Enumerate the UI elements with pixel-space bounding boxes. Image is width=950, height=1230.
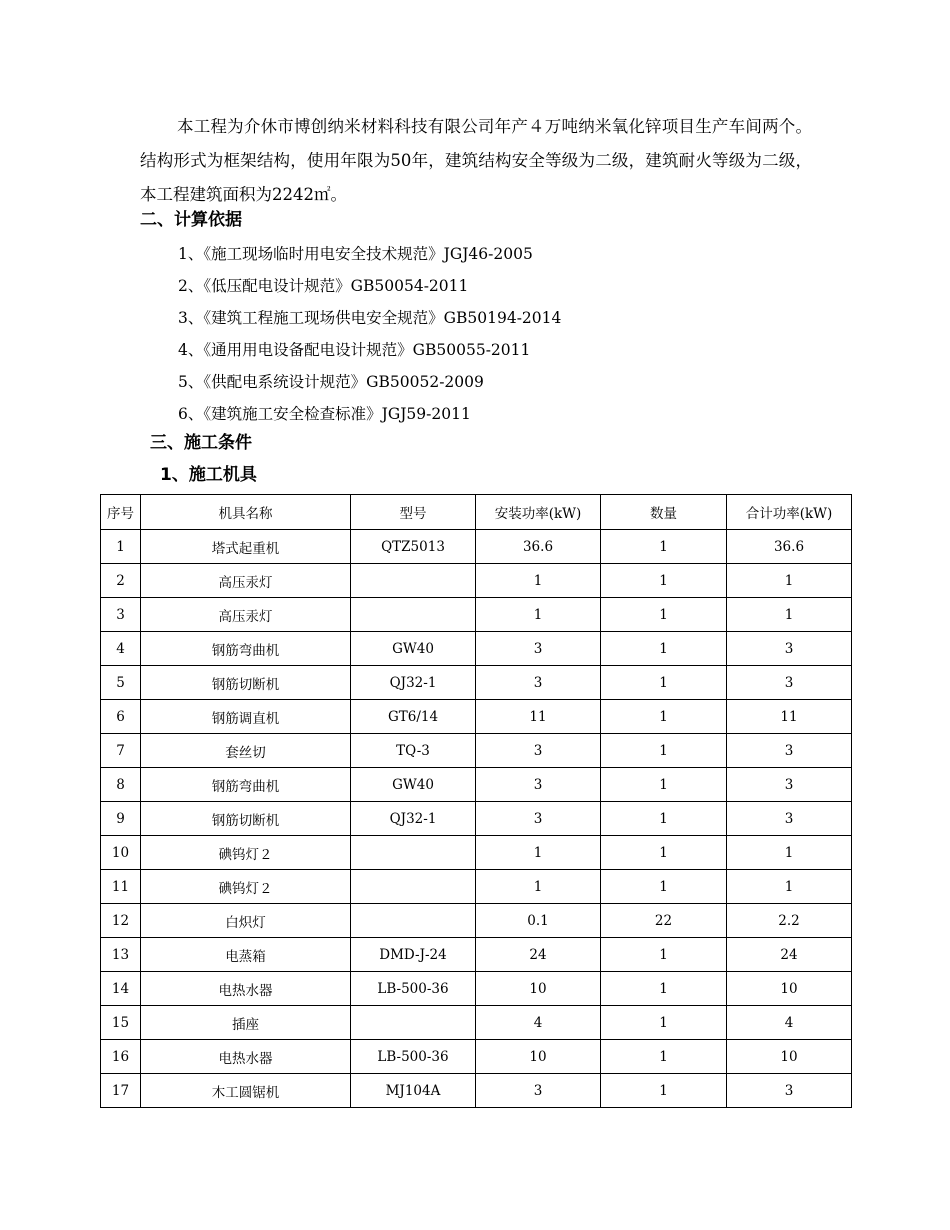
table-header-row — [101, 495, 852, 530]
cell-model — [351, 904, 476, 938]
cell-quantity: 1 — [601, 802, 727, 836]
table-row — [101, 802, 852, 836]
cell-quantity: 1 — [601, 632, 727, 666]
cell-model — [351, 564, 476, 598]
cell-total-power: 4 — [727, 1006, 852, 1040]
cell-name: 插座 — [141, 1006, 351, 1040]
cell-total-power: 3 — [727, 768, 852, 802]
cell-power: 0.1 — [476, 904, 601, 938]
equipment-table — [100, 494, 852, 1108]
cell-model: TQ-3 — [351, 734, 476, 768]
cell-name: 碘钨灯２ — [141, 870, 351, 904]
cell-index: 3 — [101, 598, 141, 632]
cell-model: QJ32-1 — [351, 802, 476, 836]
cell-power: 3 — [476, 768, 601, 802]
table-row — [101, 1074, 852, 1108]
cell-index: 1 — [101, 530, 141, 564]
cell-quantity: 22 — [601, 904, 727, 938]
cell-model: DMD-J-24 — [351, 938, 476, 972]
cell-model: GT6/14 — [351, 700, 476, 734]
column-header-quantity: 数量 — [601, 495, 727, 530]
section-heading-construction-conditions: 三、施工条件 — [150, 433, 252, 453]
cell-index: 4 — [101, 632, 141, 666]
cell-total-power: 1 — [727, 564, 852, 598]
cell-index: 9 — [101, 802, 141, 836]
cell-name: 钢筋弯曲机 — [141, 632, 351, 666]
cell-model: GW40 — [351, 768, 476, 802]
cell-power: 3 — [476, 666, 601, 700]
intro-paragraph: 本工程为介休市博创纳米材料科技有限公司年产４万吨纳米氧化锌项目生产车间两个。结构形式为框架结构，使用年限为50年，建筑结构安全等级为二级，建筑耐火等级为二级，本工程建筑面积为2242㎡。 — [140, 117, 812, 204]
cell-model: LB-500-36 — [351, 1040, 476, 1074]
table-row — [101, 972, 852, 1006]
cell-quantity: 1 — [601, 1074, 727, 1108]
cell-index: 16 — [101, 1040, 141, 1074]
reference-item: 1、《施工现场临时用电安全技术规范》JGJ46-2005 — [178, 245, 533, 263]
cell-power: 36.6 — [476, 530, 601, 564]
table-row — [101, 904, 852, 938]
cell-index: 13 — [101, 938, 141, 972]
cell-index: 2 — [101, 564, 141, 598]
reference-item: 5、《供配电系统设计规范》GB50052-2009 — [178, 373, 484, 391]
table-row — [101, 870, 852, 904]
cell-power: 3 — [476, 632, 601, 666]
cell-quantity: 1 — [601, 734, 727, 768]
cell-quantity: 1 — [601, 598, 727, 632]
cell-name: 白炽灯 — [141, 904, 351, 938]
reference-item: 6、《建筑施工安全检查标准》JGJ59-2011 — [178, 405, 471, 423]
cell-name: 电热水器 — [141, 1040, 351, 1074]
column-header-total-power: 合计功率(kW) — [727, 495, 852, 530]
cell-name: 碘钨灯２ — [141, 836, 351, 870]
cell-name: 钢筋切断机 — [141, 666, 351, 700]
cell-quantity: 1 — [601, 700, 727, 734]
cell-index: 8 — [101, 768, 141, 802]
table-row — [101, 734, 852, 768]
table-row — [101, 1006, 852, 1040]
table-row — [101, 530, 852, 564]
column-header-power: 安装功率(kW) — [476, 495, 601, 530]
cell-name: 电蒸箱 — [141, 938, 351, 972]
cell-total-power: 2.2 — [727, 904, 852, 938]
column-header-name: 机具名称 — [141, 495, 351, 530]
cell-quantity: 1 — [601, 564, 727, 598]
cell-power: 11 — [476, 700, 601, 734]
cell-model: QTZ5013 — [351, 530, 476, 564]
cell-power: 1 — [476, 836, 601, 870]
cell-quantity: 1 — [601, 1006, 727, 1040]
cell-total-power: 1 — [727, 836, 852, 870]
cell-index: 10 — [101, 836, 141, 870]
cell-total-power: 3 — [727, 734, 852, 768]
subsection-heading-equipment: 1、施工机具 — [160, 465, 257, 485]
cell-total-power: 3 — [727, 632, 852, 666]
cell-name: 钢筋弯曲机 — [141, 768, 351, 802]
cell-index: 5 — [101, 666, 141, 700]
cell-model: LB-500-36 — [351, 972, 476, 1006]
cell-quantity: 1 — [601, 768, 727, 802]
cell-total-power: 1 — [727, 598, 852, 632]
cell-name: 钢筋调直机 — [141, 700, 351, 734]
cell-quantity: 1 — [601, 836, 727, 870]
cell-index: 11 — [101, 870, 141, 904]
cell-model — [351, 1006, 476, 1040]
cell-power: 1 — [476, 564, 601, 598]
cell-index: 7 — [101, 734, 141, 768]
cell-name: 木工圆锯机 — [141, 1074, 351, 1108]
table-row — [101, 666, 852, 700]
cell-name: 高压汞灯 — [141, 598, 351, 632]
table-row — [101, 1040, 852, 1074]
cell-index: 6 — [101, 700, 141, 734]
cell-total-power: 3 — [727, 802, 852, 836]
cell-name: 塔式起重机 — [141, 530, 351, 564]
reference-item: 4、《通用用电设备配电设计规范》GB50055-2011 — [178, 341, 531, 359]
cell-power: 10 — [476, 972, 601, 1006]
cell-power: 24 — [476, 938, 601, 972]
table-row — [101, 768, 852, 802]
cell-model — [351, 598, 476, 632]
cell-power: 10 — [476, 1040, 601, 1074]
column-header-index: 序号 — [101, 495, 141, 530]
cell-power: 1 — [476, 598, 601, 632]
reference-item: 2、《低压配电设计规范》GB50054-2011 — [178, 277, 469, 295]
cell-total-power: 24 — [727, 938, 852, 972]
cell-power: 4 — [476, 1006, 601, 1040]
cell-name: 钢筋切断机 — [141, 802, 351, 836]
cell-power: 1 — [476, 870, 601, 904]
table-body — [101, 530, 852, 1108]
table-row — [101, 632, 852, 666]
cell-index: 14 — [101, 972, 141, 1006]
cell-model: GW40 — [351, 632, 476, 666]
reference-list — [178, 238, 561, 430]
cell-name: 电热水器 — [141, 972, 351, 1006]
cell-power: 3 — [476, 1074, 601, 1108]
table-row — [101, 938, 852, 972]
cell-total-power: 11 — [727, 700, 852, 734]
table-row — [101, 598, 852, 632]
cell-quantity: 1 — [601, 1040, 727, 1074]
cell-index: 15 — [101, 1006, 141, 1040]
cell-total-power: 10 — [727, 972, 852, 1006]
cell-name: 套丝切 — [141, 734, 351, 768]
cell-index: 17 — [101, 1074, 141, 1108]
cell-model: QJ32-1 — [351, 666, 476, 700]
table-row — [101, 836, 852, 870]
cell-quantity: 1 — [601, 530, 727, 564]
table-row — [101, 564, 852, 598]
cell-model — [351, 870, 476, 904]
cell-total-power: 1 — [727, 870, 852, 904]
cell-model: MJ104A — [351, 1074, 476, 1108]
reference-item: 3、《建筑工程施工现场供电安全规范》GB50194-2014 — [178, 309, 562, 327]
cell-index: 12 — [101, 904, 141, 938]
cell-total-power: 3 — [727, 666, 852, 700]
cell-quantity: 1 — [601, 870, 727, 904]
cell-quantity: 1 — [601, 938, 727, 972]
cell-quantity: 1 — [601, 666, 727, 700]
cell-model — [351, 836, 476, 870]
cell-total-power: 36.6 — [727, 530, 852, 564]
table-row — [101, 700, 852, 734]
cell-power: 3 — [476, 734, 601, 768]
cell-name: 高压汞灯 — [141, 564, 351, 598]
section-heading-calculation-basis: 二、计算依据 — [140, 210, 242, 230]
cell-total-power: 3 — [727, 1074, 852, 1108]
cell-quantity: 1 — [601, 972, 727, 1006]
cell-power: 3 — [476, 802, 601, 836]
cell-total-power: 10 — [727, 1040, 852, 1074]
column-header-model: 型号 — [351, 495, 476, 530]
